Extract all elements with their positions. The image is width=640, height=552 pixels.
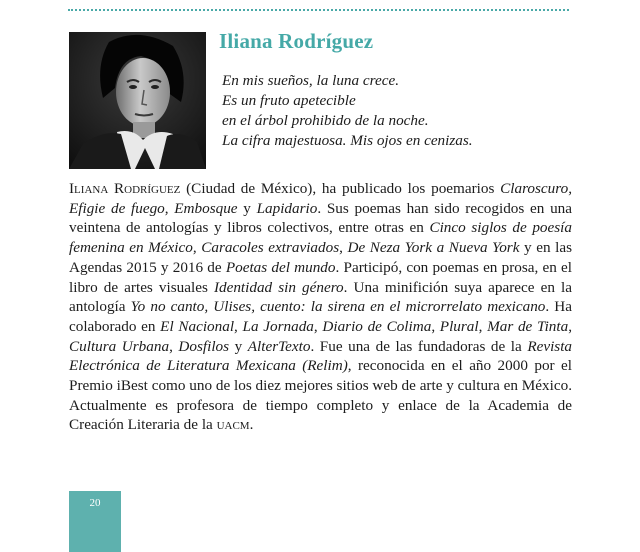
book-title: Identidad sin género: [213, 278, 344, 296]
author-photo: [69, 32, 206, 169]
bio-text: (Ciudad de México), ha publicado los poemarios: [180, 180, 501, 197]
bio-text: ,: [234, 317, 243, 335]
anthology-title: Poetas del mundo: [225, 258, 336, 276]
publication-title: AlterTexto: [247, 337, 311, 355]
book-title: Lapidario: [256, 199, 318, 217]
anthology-title: De Neza York a Nueva York: [347, 239, 520, 257]
bio-text: ,: [164, 199, 175, 217]
author-name: Iliana Rodríguez: [219, 29, 374, 53]
bio-author-name: Iliana Rodríguez: [69, 180, 181, 197]
bio-text: ,: [568, 317, 572, 335]
bio-text: ,: [339, 239, 348, 257]
publication-title: Revista Electrónica de Literatura Mexicana (Relim): [69, 337, 573, 375]
bio-text: , reconocida en el año 2000 por el Premio iBest como uno de los diez mejores sitios web de arte y cultura en México. Actualmente es profesora de tiempo completo y enlace de la Academia de Creación Literaria de la: [69, 357, 572, 434]
anthology-title: Yo no canto, Ulises, cuento: la sirena en el microrrelato mexicano: [130, 298, 546, 316]
publication-title: Cultura Urbana: [69, 337, 170, 355]
publication-title: El Nacional: [160, 317, 235, 335]
bio-text: ,: [313, 317, 323, 335]
poem-line: La cifra majestuosa. Mis ojos en cenizas.: [222, 132, 473, 149]
bio-text: . Fue una de las fundadoras de la: [310, 337, 528, 355]
bio-text: . Una minifición suya aparece en la antología: [69, 278, 572, 316]
bio-text: ,: [169, 337, 179, 355]
publication-title: La Jornada: [242, 317, 314, 335]
book-title: Efigie de fuego: [69, 199, 165, 217]
anthology-title: Cinco siglos de poesía femenina en México: [69, 219, 572, 257]
bio-text: ,: [431, 317, 440, 335]
publication-title: Diario de Colima: [322, 317, 432, 335]
bio-text: . Sus poemas han sido recogidos en una veintena de antologías y libros colectivos, entre otras en: [69, 199, 572, 237]
poem-line: En mis sueños, la luna crece.: [222, 72, 400, 89]
bio-text: ,: [568, 180, 572, 197]
poem-excerpt: [222, 71, 552, 151]
bio-text: y: [237, 199, 257, 217]
poem-line: Es un fruto apetecible: [222, 92, 356, 109]
bio-text: . Ha colaborado en: [69, 298, 573, 335]
portrait-illustration: [69, 32, 206, 169]
publication-title: Plural: [439, 317, 479, 335]
bio-text: .: [249, 416, 254, 434]
bio-text: y: [229, 337, 248, 355]
institution-acronym: uacm: [216, 416, 250, 434]
poem-line: en el árbol prohibido de la noche.: [222, 112, 429, 129]
anthology-title: Caracoles extraviados: [201, 239, 340, 257]
bio-text: . Participó, con poemas en prosa, en el libro de artes visuales: [69, 258, 573, 296]
bio-text: ,: [192, 239, 202, 257]
book-title: Claroscuro: [500, 180, 569, 197]
bio-text: ,: [478, 317, 488, 335]
dotted-top-rule: [68, 9, 569, 11]
bio-text: y en las Agendas 2015 y 2016 de: [69, 239, 572, 276]
author-biography: [69, 179, 572, 435]
page-number-tab: [69, 491, 121, 552]
publication-title: Dosfilos: [178, 337, 230, 355]
publication-title: Mar de Tinta: [487, 317, 569, 335]
page-number: 20: [89, 497, 101, 509]
book-title: Embosque: [174, 199, 238, 217]
